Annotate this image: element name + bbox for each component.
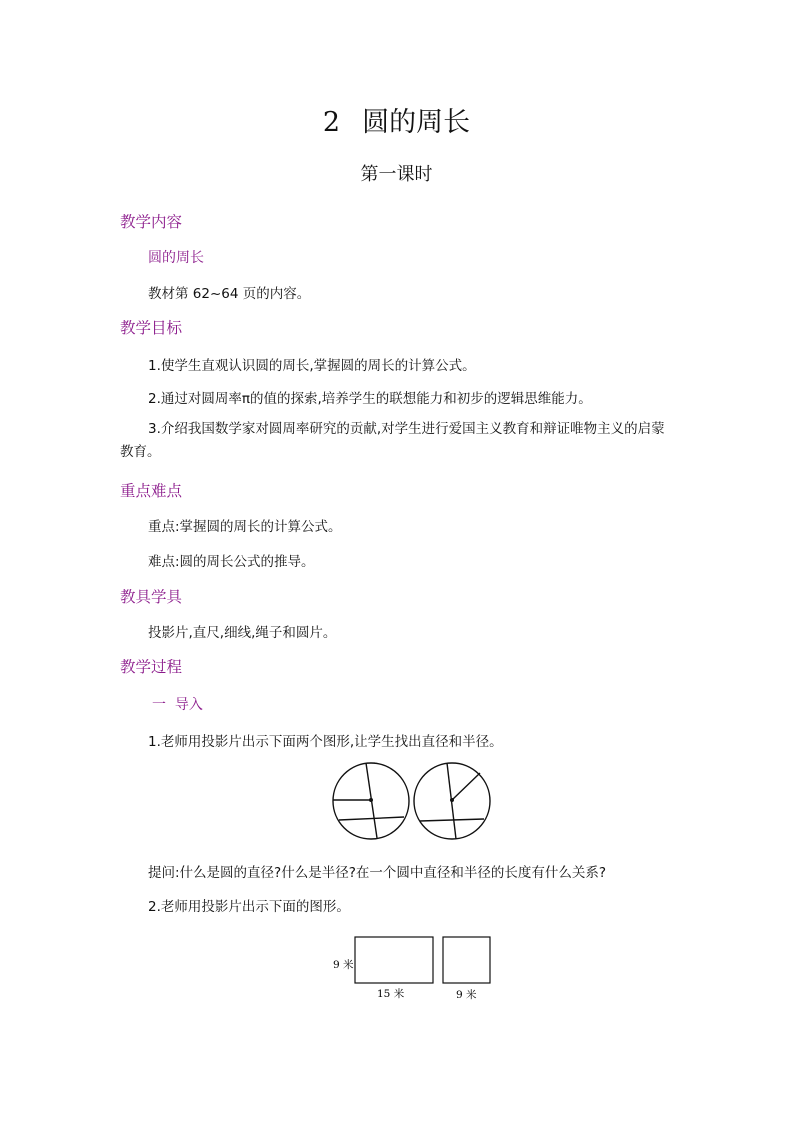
square-shape bbox=[443, 937, 490, 983]
circle-right-chord bbox=[420, 819, 484, 821]
circle-right-radius bbox=[452, 773, 480, 800]
page-subtitle: 第一课时 bbox=[360, 164, 433, 185]
key-point-text: 重点:掌握圆的周长的计算公式。 bbox=[148, 519, 342, 535]
page-title bbox=[0, 100, 793, 139]
objective-item-2: 2.通过对圆周率π的值的探索,培养学生的联想能力和初步的逻辑思维能力。 bbox=[148, 391, 592, 407]
tools-text: 投影片,直尺,细线,绳子和圆片。 bbox=[148, 625, 337, 641]
circle-left-chord bbox=[339, 817, 404, 820]
circle-right-center bbox=[450, 798, 454, 802]
objective-item-1: 1.使学生直观认识圆的周长,掌握圆的周长的计算公式。 bbox=[148, 358, 476, 374]
content-text: 教材第 62~64 页的内容。 bbox=[148, 286, 311, 302]
heading-teaching-content: 教学内容 bbox=[120, 213, 183, 231]
rectangle-shape bbox=[355, 937, 433, 983]
subheading-intro: 一 导入 bbox=[152, 697, 203, 713]
subheading-circle-circumference: 圆的周长 bbox=[148, 250, 204, 266]
heading-objectives: 教学目标 bbox=[120, 319, 183, 337]
step-2-text: 2.老师用投影片出示下面的图形。 bbox=[148, 899, 350, 915]
objective-item-3: 3.介绍我国数学家对圆周率研究的贡献,对学生进行爱国主义教育和辩证唯物主义的启蒙教育。 bbox=[120, 421, 665, 460]
step-1-text: 1.老师用投影片出示下面两个图形,让学生找出直径和半径。 bbox=[148, 734, 503, 750]
rect-height-label: 9 米 bbox=[333, 959, 354, 971]
heading-tools: 教具学具 bbox=[120, 588, 183, 606]
rectangle-square-figure bbox=[325, 930, 500, 1005]
heading-process: 教学过程 bbox=[120, 658, 183, 676]
square-side-label: 9 米 bbox=[456, 989, 477, 1001]
difficult-point-text: 难点:圆的周长公式的推导。 bbox=[148, 554, 315, 570]
two-circles-figure bbox=[325, 755, 500, 847]
circle-left-center bbox=[369, 798, 373, 802]
title-number: 2 bbox=[322, 107, 341, 138]
heading-key-points: 重点难点 bbox=[120, 482, 183, 500]
question-text: 提问:什么是圆的直径?什么是半径?在一个圆中直径和半径的长度有什么关系? bbox=[148, 865, 607, 881]
title-text: 圆的周长 bbox=[362, 107, 471, 138]
rect-width-label: 15 米 bbox=[377, 988, 405, 1000]
